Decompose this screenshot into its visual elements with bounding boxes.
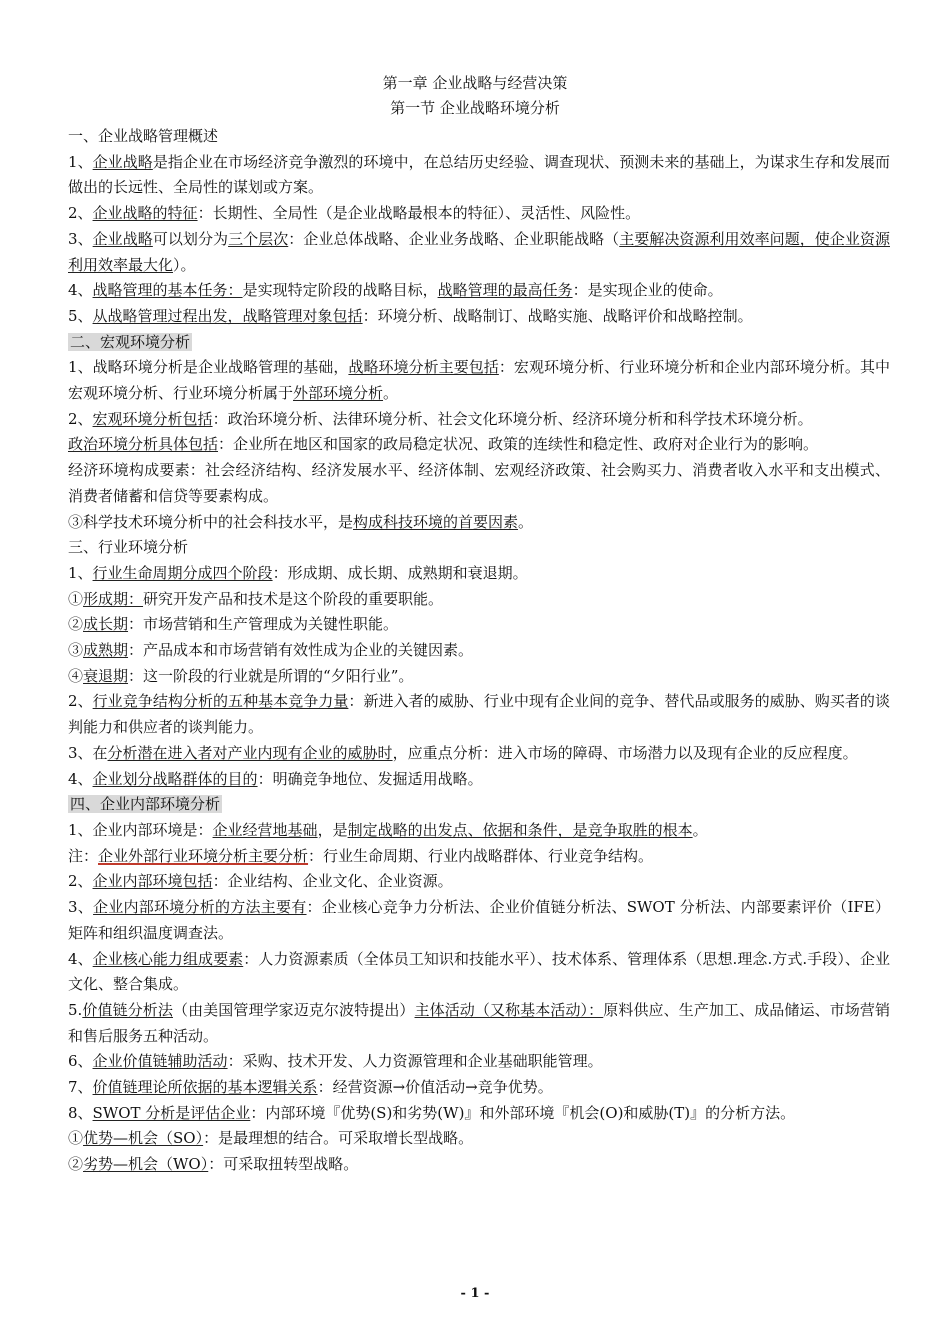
text-run: 。 xyxy=(692,820,708,839)
underlined-term: 主体活动（又称基本活动）： xyxy=(414,1000,604,1019)
highlighted-heading: 二、宏观环境分析 xyxy=(70,332,191,351)
paragraph xyxy=(68,998,890,1049)
underlined-term: 主要解决资源利用效率问题，使企业资源利用效率最大化 xyxy=(68,229,890,274)
paragraph xyxy=(68,818,890,844)
text-run: 4、 xyxy=(68,281,93,300)
text-run: ：企业所在地区和国家的政局稳定状况、政策的连续性和稳定性、政府对企业行为的影响。 xyxy=(218,435,819,454)
text-run: 一、企业战略管理概述 xyxy=(68,127,219,145)
text-run: ：是实现企业的使命。 xyxy=(572,281,723,300)
text-run: ① xyxy=(68,589,84,608)
text-run: ）。 xyxy=(173,255,196,274)
text-run: 是实现特定阶段的战略目标， xyxy=(242,281,438,300)
paragraph xyxy=(68,1049,890,1075)
text-run: 3、 xyxy=(68,229,93,248)
text-run: ：企业核心竞争力分析法、企业价值链分析法、SWOT 分析法、内部要素评价（IFE）矩阵和组织温度调查法。 xyxy=(68,898,890,942)
underlined-term: 形成期： xyxy=(83,589,144,608)
text-run: ：是最理想的结合。可采取增长型战略。 xyxy=(203,1129,474,1148)
underlined-term: 行业竞争结构分析的五种基本竞争力量 xyxy=(92,692,349,711)
paragraph xyxy=(68,355,890,406)
text-run: ，应重点分析：进入市场的障碍、市场潜力以及现有企业的反应程度。 xyxy=(392,743,858,762)
paragraph xyxy=(68,638,890,664)
text-run: 1、战略环境分析是企业战略管理的基础， xyxy=(68,358,349,377)
text-run: ：经营资源→价值活动→竞争优势。 xyxy=(317,1078,553,1097)
underlined-term: 战略环境分析主要包括 xyxy=(348,358,499,377)
text-run: 1、企业内部环境是： xyxy=(68,820,213,839)
text-run: 。 xyxy=(518,512,534,531)
paragraph xyxy=(68,664,890,690)
paragraph xyxy=(68,124,890,150)
underlined-term: 优势—机会（SO） xyxy=(83,1129,204,1148)
underlined-term: 三个层次 xyxy=(228,229,289,248)
underlined-term: 衰退期 xyxy=(83,666,129,685)
underlined-term: 价值链理论所依据的基本逻辑关系 xyxy=(92,1078,318,1097)
text-run: 原料供应、生产加工、成品储运、市场营销和售后服务五种活动。 xyxy=(68,1000,890,1045)
paragraph xyxy=(68,1126,890,1152)
text-run: ：环境分析、战略制订、战略实施、战略评价和战略控制。 xyxy=(362,306,753,325)
text-run: 注： xyxy=(68,846,99,865)
text-run: 4、 xyxy=(68,949,93,968)
text-run: ，是 xyxy=(317,820,348,839)
text-run: 7、 xyxy=(68,1078,93,1097)
paragraph xyxy=(68,330,890,356)
text-run: ② xyxy=(68,615,84,634)
underlined-term: SWOT 分析是评估企业 xyxy=(92,1103,251,1122)
underlined-term: 企业内部环境分析的方法主要有 xyxy=(93,898,307,917)
text-run: 2、 xyxy=(68,409,93,428)
underlined-term: 成熟期 xyxy=(83,641,129,660)
underlined-term: 成长期 xyxy=(83,615,129,634)
paragraph xyxy=(68,561,890,587)
paragraph xyxy=(68,587,890,613)
text-run: ：形成期、成长期、成熟期和衰退期。 xyxy=(272,563,528,582)
text-run: 5、 xyxy=(68,306,93,325)
text-run: 2、 xyxy=(68,204,93,223)
text-run: 三、行业环境分析 xyxy=(68,538,189,557)
paragraph xyxy=(68,304,890,330)
text-run: 4、 xyxy=(68,769,93,788)
paragraph xyxy=(68,458,890,509)
underlined-term: 制定战略的出发点、依据和条件，是竞争取胜的根本 xyxy=(347,820,693,839)
text-run: ：市场营销和生产管理成为关键性职能。 xyxy=(128,615,399,634)
text-run: ：新进入者的威胁、行业中现有企业间的竞争、替代品或服务的威胁、购买者的谈判能力和供应者的谈判能力。 xyxy=(68,692,890,737)
underlined-term: 劣势—机会（WO） xyxy=(83,1155,209,1174)
underlined-term: 价值链分析法 xyxy=(82,1000,173,1019)
text-run: ：企业总体战略、企业业务战略、企业职能战略（ xyxy=(288,229,620,248)
text-run: ：可采取扭转型战略。 xyxy=(208,1155,359,1174)
paragraph xyxy=(68,407,890,433)
paragraph xyxy=(68,741,890,767)
text-run: （由美国管理学家迈克尔波特提出） xyxy=(172,1000,415,1019)
underlined-term: 构成科技环境的首要因素 xyxy=(353,512,519,531)
text-run: 可以划分为 xyxy=(152,229,229,248)
text-run: ：产品成本和市场营销有效性成为企业的关键因素。 xyxy=(128,641,474,660)
text-run: 5. xyxy=(68,1000,83,1019)
text-run: ：明确竞争地位、发掘适用战略。 xyxy=(257,769,483,788)
text-run: ④ xyxy=(68,666,84,685)
text-run: 研究开发产品和技术是这个阶段的重要职能。 xyxy=(143,589,444,608)
chapter-title: 第一章 企业战略与经营决策 xyxy=(382,74,568,92)
paragraph xyxy=(68,869,890,895)
text-run: ：采购、技术开发、人力资源管理和企业基础职能管理。 xyxy=(227,1052,603,1071)
text-run: ③ xyxy=(68,641,84,660)
text-run: ：企业结构、企业文化、企业资源。 xyxy=(212,872,453,891)
document-body xyxy=(68,124,890,1178)
text-run: ：人力资源素质（全体员工知识和技能水平）、技术体系、管理体系（思想.理念.方式.手段）、企业文化、整合集成。 xyxy=(68,949,890,994)
underlined-term: 企业价值链辅助活动 xyxy=(92,1052,228,1071)
paragraph xyxy=(68,278,890,304)
text-run: 经济环境构成要素：社会经济结构、经济发展水平、经济体制、宏观经济政策、社会购买力、消费者收入水平和支出模式、消费者储蓄和信贷等要素构成。 xyxy=(68,461,890,505)
paragraph xyxy=(68,150,890,201)
text-run: 3、在 xyxy=(68,743,108,762)
paragraph xyxy=(68,1152,890,1178)
underlined-term: 企业内部环境包括 xyxy=(92,872,213,891)
underlined-term: 战略管理的基本任务： xyxy=(92,281,243,300)
paragraph xyxy=(68,227,890,278)
text-run: 1、 xyxy=(68,152,93,171)
text-run: ：这一阶段的行业就是所谓的“夕阳行业”。 xyxy=(128,666,414,685)
underlined-term: 外部环境分析 xyxy=(293,384,384,403)
underlined-term: 战略管理的最高任务 xyxy=(437,281,573,300)
text-run: 1、 xyxy=(68,563,93,582)
underlined-term: 政治环境分析具体包括 xyxy=(68,435,219,454)
underlined-term: 企业战略 xyxy=(92,229,153,248)
underlined-term: 企业核心能力组成要素 xyxy=(92,949,244,968)
text-run: 。 xyxy=(383,384,399,403)
text-run: ：宏观环境分析、行业环境分析和企业内部环境分析。其中宏观环境分析、行业环境分析属于 xyxy=(68,358,890,403)
paragraph xyxy=(68,612,890,638)
text-run: ② xyxy=(68,1155,84,1174)
paragraph xyxy=(68,844,890,870)
text-run: ：政治环境分析、法律环境分析、社会文化环境分析、经济环境分析和科学技术环境分析。 xyxy=(212,409,813,428)
paragraph xyxy=(68,689,890,740)
underlined-term: 宏观环境分析包括 xyxy=(92,409,213,428)
paragraph xyxy=(68,510,890,536)
paragraph xyxy=(68,432,890,458)
underlined-term: 企业经营地基础 xyxy=(212,820,318,839)
text-run: ：行业生命周期、行业内战略群体、行业竞争结构。 xyxy=(308,846,654,865)
paragraph xyxy=(68,535,890,561)
underlined-term: 企业划分战略群体的目的 xyxy=(92,769,258,788)
paragraph xyxy=(68,201,890,227)
text-run: 6、 xyxy=(68,1052,93,1071)
text-run: 8、 xyxy=(68,1103,93,1122)
paragraph xyxy=(68,767,890,793)
text-run: 3、 xyxy=(68,898,94,917)
text-run: ：长期性、全局性（是企业战略最根本的特征）、灵活性、风险性。 xyxy=(197,204,641,223)
underlined-term: 企业战略的特征 xyxy=(92,204,198,223)
text-run: ③科学技术环境分析中的社会科技水平，是 xyxy=(68,512,354,531)
text-run: ① xyxy=(68,1129,84,1148)
paragraph xyxy=(68,1101,890,1127)
section-title: 第一节 企业战略环境分析 xyxy=(390,99,560,117)
underlined-term: 企业战略 xyxy=(92,152,153,171)
underlined-term: 从战略管理过程出发，战略管理对象包括 xyxy=(92,306,363,325)
paragraph xyxy=(68,895,890,946)
red-underlined-term: 企业外部行业环境分析主要分析 xyxy=(98,846,309,865)
paragraph xyxy=(68,792,890,818)
text-run: 2、 xyxy=(68,872,93,891)
text-run: ：内部环境『优势(S)和劣势(W)』和外部环境『机会(O)和威胁(T)』的分析方法。 xyxy=(250,1103,796,1122)
text-run: 2、 xyxy=(68,692,93,711)
highlighted-heading: 四、企业内部环境分析 xyxy=(70,795,221,814)
paragraph xyxy=(68,1075,890,1101)
paragraph xyxy=(68,947,890,998)
page-number: - 1 - xyxy=(460,1286,490,1301)
text-run: 是指企业在市场经济竞争激烈的环境中，在总结历史经验、调查现状、预测未来的基础上，为谋求生存和发展而做出的长远性、全局性的谋划或方案。 xyxy=(68,152,890,197)
underlined-term: 分析潜在进入者对产业内现有企业的威胁时 xyxy=(107,743,393,762)
underlined-term: 行业生命周期分成四个阶段 xyxy=(92,563,273,582)
